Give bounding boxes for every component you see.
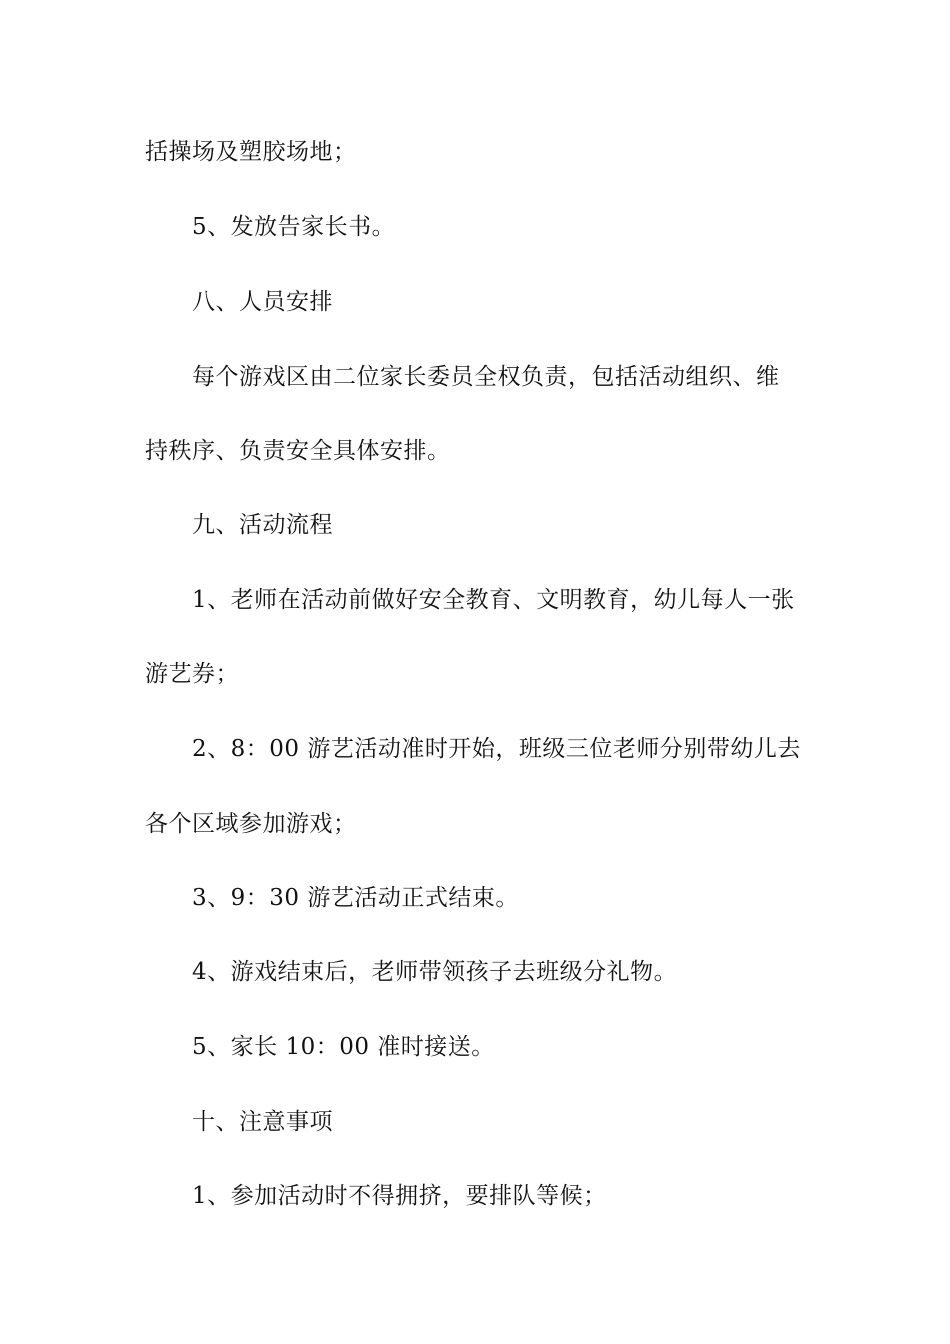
paragraph-staffing-line-2: 持秩序、负责安全具体安排。 <box>145 438 451 464</box>
section-heading-notes: 十、注意事项 <box>192 1109 333 1135</box>
process-item-2-line-2: 各个区域参加游戏； <box>145 811 357 837</box>
text-line-continuation-venue: 括操场及塑胶场地； <box>145 139 357 165</box>
process-item-1-line-1: 1、老师在活动前做好安全教育、文明教育，幼儿每人一张 <box>192 587 795 613</box>
paragraph-staffing-line-1: 每个游戏区由二位家长委员全权负责，包括活动组织、维 <box>192 364 780 390</box>
list-item-parent-letter: 5、发放告家长书。 <box>192 214 396 240</box>
section-heading-process: 九、活动流程 <box>192 512 333 538</box>
notes-item-1: 1、参加活动时不得拥挤，要排队等候； <box>192 1183 607 1209</box>
process-item-1-line-2: 游艺券； <box>145 661 239 687</box>
process-item-5: 5、家长 10：00 准时接送。 <box>192 1034 495 1060</box>
process-item-4: 4、游戏结束后，老师带领孩子去班级分礼物。 <box>192 959 678 985</box>
process-item-3: 3、9：30 游艺活动正式结束。 <box>192 885 519 911</box>
section-heading-staffing: 八、人员安排 <box>192 289 333 315</box>
process-item-2-line-1: 2、8：00 游艺活动准时开始，班级三位老师分别带幼儿去 <box>192 736 801 762</box>
